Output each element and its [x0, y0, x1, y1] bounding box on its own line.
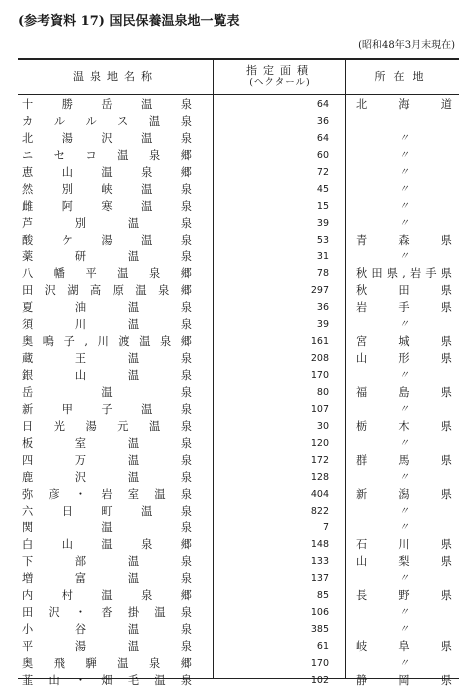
table-row: [18, 148, 459, 165]
prefecture: 〃: [399, 403, 409, 415]
onsen-name: 然別峡温泉: [22, 182, 192, 196]
designated-area: 64: [316, 99, 329, 110]
table-row: [18, 317, 459, 334]
onsen-name: 小谷温泉: [22, 623, 192, 637]
prefecture: 〃: [399, 624, 409, 636]
prefecture: 新潟県: [356, 487, 452, 501]
prefecture: 〃: [399, 132, 409, 144]
onsen-name: 芦別温泉: [22, 216, 192, 230]
designated-area: 36: [316, 302, 329, 314]
prefecture: 〃: [399, 370, 409, 381]
table-row: [18, 233, 459, 250]
prefecture: 福島県: [356, 385, 452, 399]
prefecture: 栃木県: [356, 419, 452, 433]
table-row: [18, 656, 459, 673]
table-row: [18, 639, 459, 656]
designated-area: 80: [316, 386, 329, 398]
prefecture: 〃: [399, 657, 409, 669]
onsen-name: 須川温泉: [22, 318, 192, 332]
table-row: [18, 368, 459, 385]
table-row: [18, 453, 459, 470]
designated-area: 133: [310, 556, 329, 568]
designated-area: 39: [316, 319, 329, 331]
prefecture: 秋田県: [356, 284, 452, 298]
onsen-name: 下部温泉: [22, 555, 192, 569]
onsen-name: カルルス温泉: [22, 114, 192, 128]
table-row: [18, 571, 459, 588]
designated-area: 120: [310, 437, 329, 449]
prefecture: 〃: [399, 522, 409, 534]
header-area-line2: (ヘクタール): [249, 77, 311, 88]
designated-area: 385: [310, 624, 329, 636]
onsen-name: 弥彦・岩室温泉: [22, 487, 192, 501]
prefecture: 〃: [399, 505, 409, 517]
onsen-name: 十勝岳温泉: [22, 98, 192, 111]
prefecture: 山梨県: [356, 555, 452, 569]
designated-area: 170: [310, 370, 329, 381]
designated-area: 85: [316, 590, 329, 602]
prefecture: 〃: [399, 607, 409, 619]
onsen-name: 奥鳴子,川渡温泉郷: [22, 335, 192, 349]
prefecture: 〃: [399, 471, 409, 483]
designated-area: 208: [310, 353, 329, 365]
onsen-name: 田沢・沓掛温泉: [22, 606, 192, 620]
designated-area: 297: [310, 285, 329, 297]
designated-area: 161: [310, 336, 329, 348]
prefecture: 石川県: [356, 538, 452, 552]
onsen-name: 六日町温泉: [22, 504, 192, 518]
designated-area: 31: [316, 251, 329, 263]
designated-area: 128: [310, 471, 329, 483]
designated-area: 15: [316, 200, 329, 212]
onsen-name: ニセコ温泉郷: [22, 148, 192, 162]
designated-area: 148: [310, 539, 329, 551]
onsen-name: 板室温泉: [22, 436, 192, 450]
onsen-name: 鹿沢温泉: [22, 470, 192, 484]
table-row: [18, 182, 459, 199]
prefecture: 〃: [399, 183, 409, 195]
header-area-line1: 指定面積: [246, 64, 314, 77]
header-name: 温泉地名称: [73, 70, 158, 83]
table-row: [18, 504, 459, 521]
designated-area: 172: [310, 454, 329, 466]
onsen-name: 薬研温泉: [22, 250, 192, 264]
onsen-name: 北湯沢温泉: [22, 131, 192, 145]
table-row: [18, 97, 459, 114]
onsen-name: 白山温泉郷: [22, 538, 192, 552]
designated-area: 78: [316, 268, 329, 280]
onsen-name: 平湯温泉: [22, 640, 192, 653]
prefecture: 静岡県: [356, 673, 452, 687]
onsen-name: 韮山・畑毛温泉: [22, 673, 192, 687]
onsen-name: 八幡平温泉郷: [22, 267, 192, 281]
prefecture: 北海道: [356, 98, 452, 111]
table-row: [18, 266, 459, 283]
designated-area: 30: [316, 420, 329, 432]
prefecture: 〃: [399, 437, 409, 449]
prefecture: 〃: [399, 251, 409, 263]
designated-area: 170: [310, 657, 329, 669]
table-row: [18, 605, 459, 622]
onsen-name: 奥飛騨温泉郷: [22, 656, 192, 670]
designated-area: 72: [316, 166, 329, 178]
onsen-name: 蔵王温泉: [22, 352, 192, 366]
designated-area: 822: [310, 505, 329, 517]
table-body: [18, 97, 459, 690]
table-row: [18, 537, 459, 554]
table-row: [18, 131, 459, 148]
table-row: [18, 622, 459, 639]
onsen-name: 四万温泉: [22, 453, 192, 467]
prefecture: 〃: [399, 319, 409, 331]
table-row: [18, 300, 459, 317]
onsen-name: 日光湯元温泉: [22, 419, 192, 433]
table-row: [18, 487, 459, 504]
prefecture: 山形県: [356, 352, 452, 366]
table-row: [18, 402, 459, 419]
table-row: [18, 520, 459, 537]
onsen-name: 田沢湖高原温泉郷: [22, 284, 192, 298]
onsen-name: 岳温泉: [22, 385, 192, 399]
onsen-table: [18, 58, 459, 687]
designated-area: 106: [310, 607, 329, 619]
table-row: [18, 283, 459, 300]
onsen-name: 酸ケ湯温泉: [22, 233, 192, 247]
table-row: [18, 351, 459, 368]
onsen-name: 夏油温泉: [22, 301, 192, 315]
designated-area: 45: [316, 183, 329, 195]
onsen-name: 内村温泉郷: [22, 589, 192, 603]
table-row: [18, 334, 459, 351]
prefecture: 〃: [399, 149, 409, 161]
designated-area: 107: [310, 403, 329, 415]
prefecture: 宮城県: [356, 335, 452, 349]
designated-area: 39: [316, 217, 329, 229]
table-row: [18, 436, 459, 453]
prefecture: 岐阜県: [356, 640, 452, 653]
table-row: [18, 419, 459, 436]
prefecture: 秋田県,岩手県: [356, 267, 452, 281]
prefecture: 長野県: [356, 589, 452, 603]
onsen-name: 雌阿寒温泉: [22, 199, 192, 213]
prefecture: 群馬県: [356, 453, 452, 467]
table-row: [18, 470, 459, 487]
header-location: 所在地: [345, 60, 460, 94]
designated-area: 60: [316, 149, 329, 161]
table-row: [18, 165, 459, 182]
table-row: [18, 249, 459, 266]
prefecture: 〃: [399, 573, 409, 585]
prefecture: 青森県: [356, 233, 452, 247]
table-row: [18, 385, 459, 402]
designated-area: 404: [310, 488, 329, 500]
designated-area: 137: [310, 573, 329, 585]
designated-area: 36: [316, 115, 329, 127]
prefecture: 〃: [399, 166, 409, 178]
onsen-name: 新甲子温泉: [22, 402, 192, 416]
designated-area: 102: [310, 674, 329, 686]
page-title: (参考資料 17) 国民保養温泉地一覧表: [18, 14, 240, 29]
onsen-name: 恵山温泉郷: [22, 165, 192, 179]
table-row: [18, 554, 459, 571]
table-row: [18, 216, 459, 233]
onsen-name: 関温泉: [22, 521, 192, 535]
table-row: [18, 199, 459, 216]
table-header: [18, 60, 459, 95]
designated-area: 64: [316, 132, 329, 144]
prefecture: 〃: [399, 200, 409, 212]
table-row: [18, 588, 459, 605]
prefecture: 岩手県: [356, 301, 452, 315]
onsen-name: 銀山温泉: [22, 369, 192, 382]
designated-area: 61: [316, 641, 329, 652]
onsen-name: 増富温泉: [22, 572, 192, 586]
header-area: [213, 60, 346, 94]
table-row: [18, 673, 459, 690]
table-row: [18, 114, 459, 131]
as-of-date: (昭和48年3月末現在): [358, 40, 455, 51]
designated-area: 53: [316, 234, 329, 246]
prefecture: [356, 114, 452, 131]
designated-area: 7: [322, 522, 329, 534]
prefecture: 〃: [399, 217, 409, 229]
